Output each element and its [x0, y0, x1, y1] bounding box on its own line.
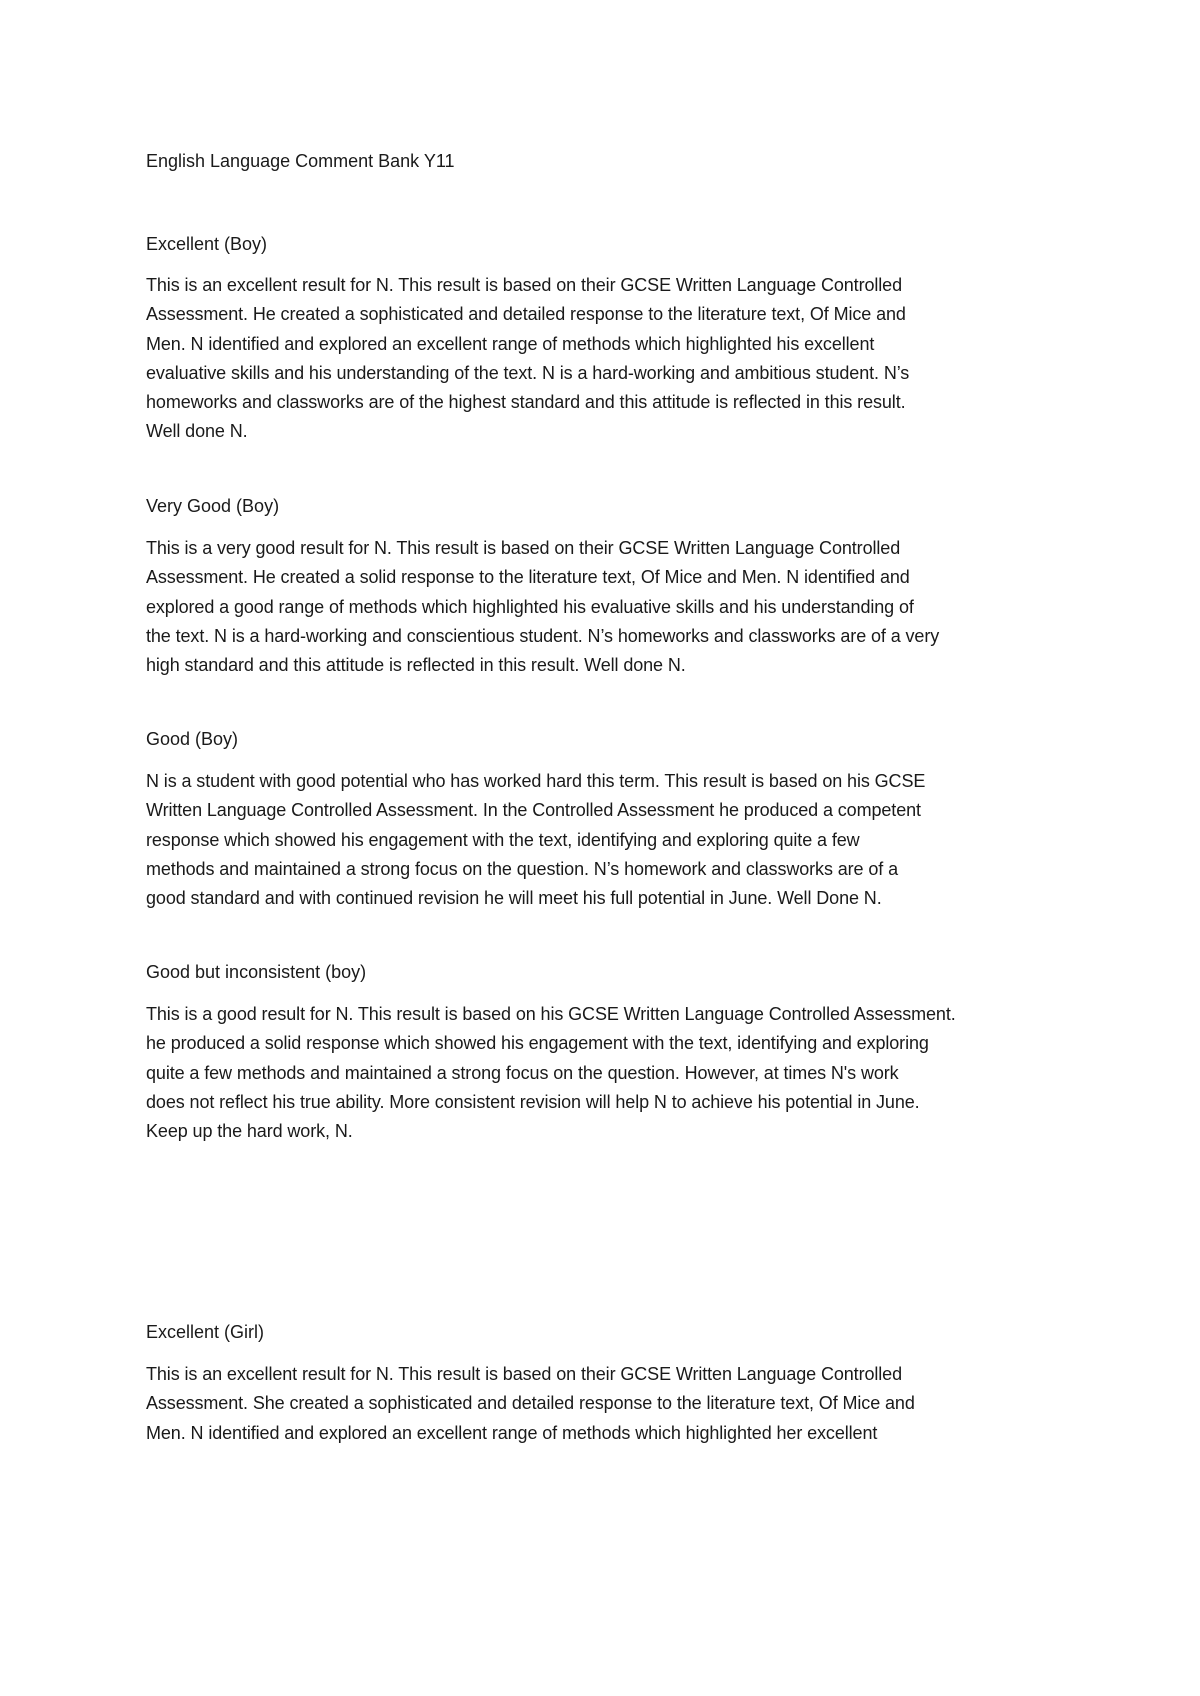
- paragraph-line: This is a very good result for N. This result is based on their GCSE Written Language Controlled: [146, 538, 901, 558]
- comment-good-inconsistent-boy: [146, 1000, 1066, 1146]
- paragraph-line: N is a student with good potential who has worked hard this term. This result is based on his GCSE: [146, 771, 926, 791]
- section-heading-good-boy: Good (Boy): [146, 729, 239, 749]
- paragraph-line: evaluative skills and his understanding of the text. N is a hard-working and ambitious student. N’s: [146, 362, 910, 383]
- paragraph-line: Assessment. She created a sophisticated and detailed response to the literature text, Of Mice and: [146, 1393, 915, 1414]
- paragraph-line: Assessment. He created a sophisticated and detailed response to the literature text, Of Mice and: [146, 304, 906, 325]
- comment-excellent-girl: [146, 1360, 1066, 1448]
- paragraph-line: does not reflect his true ability. More consistent revision will help N to achieve his potential in June.: [146, 1091, 920, 1112]
- section-heading-good-inconsistent-boy: Good but inconsistent (boy): [146, 962, 367, 982]
- paragraph-line: This is an excellent result for N. This result is based on their GCSE Written Language Controlled: [146, 1364, 903, 1384]
- paragraph-line: homeworks and classworks are of the highest standard and this attitude is reflected in this result.: [146, 392, 906, 413]
- paragraph-line: Written Language Controlled Assessment. In the Controlled Assessment he produced a competent: [146, 800, 921, 821]
- section-heading-excellent-girl: Excellent (Girl): [146, 1322, 265, 1342]
- paragraph-line: good standard and with continued revision he will meet his full potential in June. Well Done N.: [146, 888, 882, 909]
- document-title: English Language Comment Bank Y11: [146, 151, 455, 171]
- paragraph-line: response which showed his engagement with the text, identifying and exploring quite a few: [146, 829, 860, 850]
- paragraph-line: he produced a solid response which showed his engagement with the text, identifying and exploring: [146, 1033, 929, 1054]
- paragraph-line: Men. N identified and explored an excellent range of methods which highlighted his excellent: [146, 333, 875, 354]
- paragraph-line: Assessment. He created a solid response to the literature text, Of Mice and Men. N identified and: [146, 567, 910, 588]
- paragraph-line: high standard and this attitude is reflected in this result. Well done N.: [146, 655, 686, 676]
- paragraph-line: Well done N.: [146, 421, 248, 442]
- paragraph-line: Men. N identified and explored an excellent range of methods which highlighted her excellent: [146, 1422, 878, 1443]
- paragraph-line: This is an excellent result for N. This result is based on their GCSE Written Language Controlled: [146, 275, 903, 295]
- comment-excellent-boy: [146, 271, 1066, 447]
- paragraph-line: Keep up the hard work, N.: [146, 1121, 353, 1142]
- comment-good-boy: [146, 767, 1066, 913]
- paragraph-line: This is a good result for N. This result is based on his GCSE Written Language Controlled Assessment.: [146, 1004, 956, 1024]
- paragraph-line: explored a good range of methods which highlighted his evaluative skills and his understanding of: [146, 596, 914, 617]
- section-heading-excellent-boy: Excellent (Boy): [146, 234, 268, 254]
- comment-very-good-boy: [146, 534, 1066, 680]
- paragraph-line: the text. N is a hard-working and conscientious student. N’s homeworks and classworks are of a very: [146, 625, 940, 646]
- paragraph-line: methods and maintained a strong focus on the question. N’s homework and classworks are of a: [146, 858, 898, 879]
- section-heading-very-good-boy: Very Good (Boy): [146, 496, 280, 516]
- paragraph-line: quite a few methods and maintained a strong focus on the question. However, at times N's work: [146, 1062, 899, 1083]
